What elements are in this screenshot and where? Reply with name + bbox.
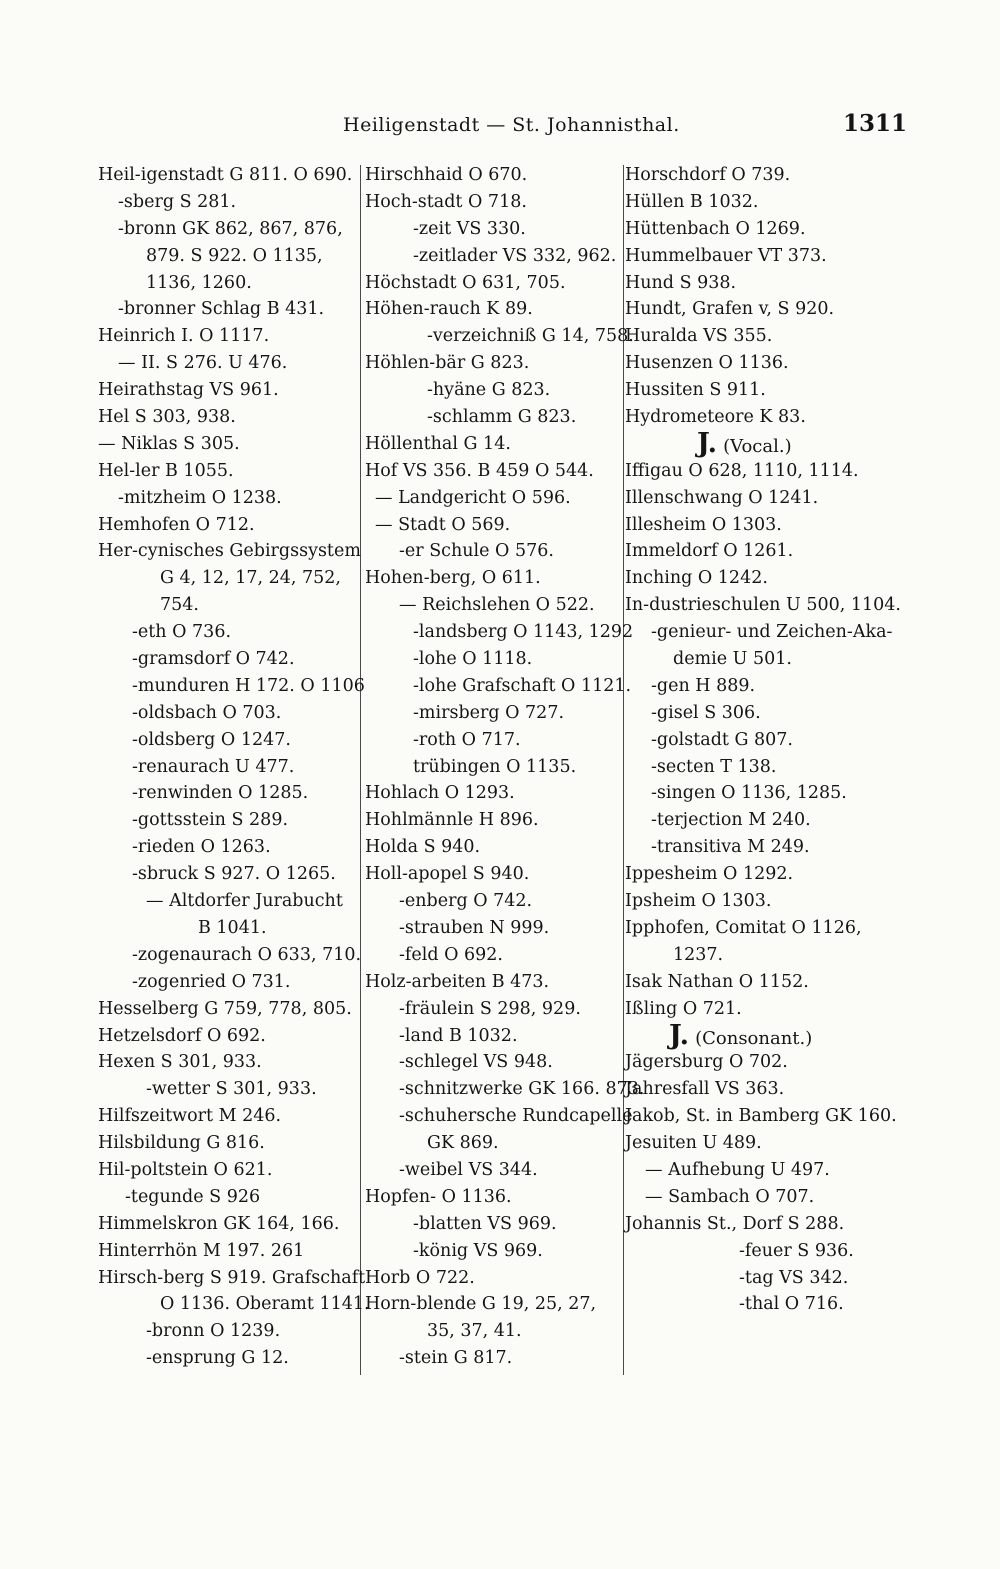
letter-heading	[625, 1019, 900, 1051]
section-label: (Vocal.)	[723, 435, 792, 457]
index-entry	[98, 243, 360, 270]
entry-text: -könig VS 969.	[413, 1240, 543, 1261]
entry-text: Jakob, St. in Bamberg GK 160.	[625, 1106, 897, 1127]
entry-text: Jägersburg O 702.	[625, 1052, 788, 1073]
index-entry	[365, 1157, 623, 1184]
index-entry	[365, 1345, 623, 1372]
index-entry	[98, 1184, 360, 1211]
index-entry	[365, 969, 623, 996]
entry-text: Hemhofen O 712.	[98, 514, 255, 535]
index-entry	[98, 727, 360, 754]
entry-text: Hohlach O 1293.	[365, 783, 515, 804]
entry-text: Himmelskron GK 164, 166.	[98, 1213, 340, 1234]
running-title: Heiligenstadt — St. Johannisthal.	[343, 114, 680, 136]
index-entry	[98, 458, 360, 485]
entry-text: Hilsbildung G 816.	[98, 1133, 265, 1154]
entry-text: Illesheim O 1303.	[625, 514, 782, 535]
index-entry	[625, 296, 900, 323]
entry-text: -schlamm G 823.	[427, 407, 577, 428]
entry-text: Jahresfall VS 363.	[625, 1079, 785, 1100]
index-entry	[365, 538, 623, 565]
entry-text: Hoch-stadt O 718.	[365, 191, 527, 212]
index-entry	[98, 780, 360, 807]
entry-text: Horb O 722.	[365, 1267, 475, 1288]
entry-text: -zogenaurach O 633, 710.	[132, 944, 362, 965]
entry-text: Hel S 303, 938.	[98, 407, 236, 428]
index-entry	[98, 1049, 360, 1076]
index-entry	[365, 296, 623, 323]
index-entry	[625, 538, 900, 565]
index-entry	[625, 700, 900, 727]
entry-text: -golstadt G 807.	[651, 729, 793, 750]
index-entry	[365, 323, 634, 350]
entry-text: Hohlmännle H 896.	[365, 810, 539, 831]
entry-text: Hydrometeore K 83.	[625, 407, 806, 428]
index-entry	[625, 807, 900, 834]
entry-text: -thal O 716.	[739, 1294, 844, 1315]
entry-text: -mitzheim O 1238.	[118, 487, 282, 508]
entry-text: -zeit VS 330.	[413, 218, 526, 239]
entry-text: Hil-poltstein O 621.	[98, 1159, 273, 1180]
entry-text: GK 869.	[427, 1133, 499, 1154]
entry-text: -gisel S 306.	[651, 702, 761, 723]
index-entry	[365, 646, 623, 673]
index-entry	[98, 888, 360, 915]
entry-text: Hirsch-berg S 919. Grafschaft	[98, 1267, 366, 1288]
index-entry	[98, 1238, 360, 1265]
index-entry	[98, 1103, 360, 1130]
index-entry	[365, 1318, 623, 1345]
index-entry	[625, 1265, 900, 1292]
index-entry	[98, 216, 360, 243]
index-entry	[98, 646, 360, 673]
entry-text: -transitiva M 249.	[651, 837, 810, 858]
index-entry	[365, 754, 623, 781]
index-entry	[365, 1184, 623, 1211]
index-entry	[98, 1076, 360, 1103]
entry-text: -gramsdorf O 742.	[132, 649, 295, 670]
entry-text: -bronn O 1239.	[146, 1321, 281, 1342]
index-entry	[365, 727, 623, 754]
index-entry	[625, 592, 900, 619]
entry-text: Hund S 938.	[625, 272, 737, 293]
entry-text: -rieden O 1263.	[132, 837, 271, 858]
index-entry	[625, 1076, 900, 1103]
index-entry	[98, 807, 360, 834]
index-entry	[98, 969, 360, 996]
entry-text: -blatten VS 969.	[413, 1213, 557, 1234]
entry-text: Horschdorf O 739.	[625, 165, 791, 185]
index-entry	[365, 404, 623, 431]
index-entry	[98, 1023, 360, 1050]
page-number: 1311	[843, 110, 908, 137]
index-entry	[98, 861, 360, 888]
index-entry	[365, 216, 623, 243]
index-entry	[625, 458, 900, 485]
entry-text: — Reichslehen O 522.	[399, 595, 595, 616]
index-entry	[98, 1318, 360, 1345]
entry-text: Hirschhaid O 670.	[365, 165, 528, 185]
entry-text: 754.	[160, 595, 199, 616]
index-entry	[625, 861, 900, 888]
entry-text: Hilfszeitwort M 246.	[98, 1106, 282, 1127]
index-entry	[365, 915, 623, 942]
entry-text: -sberg S 281.	[118, 191, 237, 212]
entry-text: -schlegel VS 948.	[399, 1052, 553, 1073]
entry-text: Ippesheim O 1292.	[625, 864, 794, 885]
entry-text: -renaurach U 477.	[132, 756, 295, 777]
index-entry	[365, 673, 632, 700]
index-entry	[98, 1265, 366, 1292]
index-entry	[625, 377, 900, 404]
entry-text: G 4, 12, 17, 24, 752,	[160, 568, 341, 589]
index-entry	[625, 780, 900, 807]
entry-text: Hundt, Grafen v, S 920.	[625, 299, 835, 320]
index-entry	[625, 754, 900, 781]
index-entry	[98, 538, 360, 565]
entry-text: — Stadt O 569.	[375, 514, 511, 535]
index-entry	[625, 673, 900, 700]
index-entry	[365, 1211, 623, 1238]
entry-text: Holl-apopel S 940.	[365, 864, 530, 885]
entry-text: Hüllen B 1032.	[625, 191, 759, 212]
entry-text: -oldsbach O 703.	[132, 702, 282, 723]
index-entry	[98, 1130, 360, 1157]
entry-text: Heil-igenstadt G 811. O 690.	[98, 165, 353, 185]
entry-text: In-dustrieschulen U 500, 1104.	[625, 595, 901, 616]
entry-text: Höllenthal G 14.	[365, 433, 511, 454]
entry-text: 879. S 922. O 1135,	[146, 245, 323, 266]
entry-text: -stein G 817.	[399, 1348, 513, 1369]
entry-text: Hohen-berg, O 611.	[365, 568, 541, 589]
entry-text: Hopfen- O 1136.	[365, 1186, 512, 1207]
entry-text: Husenzen O 1136.	[625, 353, 789, 374]
entry-text: — Landgericht O 596.	[375, 487, 571, 508]
index-entry	[365, 1291, 623, 1318]
index-entry	[365, 888, 623, 915]
entry-text: Her-cynisches Gebirgssystem	[98, 541, 361, 562]
index-entry	[625, 969, 900, 996]
entry-text: Hel-ler B 1055.	[98, 460, 234, 481]
index-entry	[98, 377, 360, 404]
index-entry	[98, 834, 360, 861]
index-entry	[625, 1049, 900, 1076]
entry-text: -enberg O 742.	[399, 891, 533, 912]
entry-text: -sbruck S 927. O 1265.	[132, 864, 336, 885]
index-entry	[98, 350, 360, 377]
index-entry	[98, 996, 360, 1023]
index-entry	[98, 619, 360, 646]
index-entry	[625, 1211, 900, 1238]
column-divider	[360, 165, 361, 1375]
entry-text: Höhlen-bär G 823.	[365, 353, 530, 374]
index-entry	[625, 942, 900, 969]
index-entry	[625, 646, 900, 673]
entry-text: Isak Nathan O 1152.	[625, 971, 809, 992]
entry-text: Holda S 940.	[365, 837, 481, 858]
index-entry	[365, 431, 623, 458]
entry-text: B 1041.	[198, 917, 267, 938]
page-header	[0, 110, 1000, 150]
index-entry	[365, 512, 623, 539]
index-entry	[365, 807, 623, 834]
index-entry	[365, 996, 623, 1023]
index-entry	[98, 296, 360, 323]
index-entry	[365, 1130, 623, 1157]
entry-text: Ipphofen, Comitat O 1126,	[625, 917, 862, 938]
index-entry	[98, 323, 360, 350]
entry-text: -roth O 717.	[413, 729, 521, 750]
index-entry	[365, 377, 623, 404]
entry-text: Heinrich I. O 1117.	[98, 326, 270, 347]
entry-text: Hussiten S 911.	[625, 380, 766, 401]
index-entry	[98, 404, 360, 431]
index-entry	[625, 350, 900, 377]
index-entry	[625, 1130, 900, 1157]
index-entry	[98, 431, 360, 458]
entry-text: -landsberg O 1143, 1292	[413, 622, 634, 643]
entry-text: -bronner Schlag B 431.	[118, 299, 325, 320]
index-entry	[365, 1049, 623, 1076]
entry-text: — Altdorfer Jurabucht	[146, 891, 343, 912]
index-entry	[625, 1238, 900, 1265]
index-entry	[98, 754, 360, 781]
entry-text: Hetzelsdorf O 692.	[98, 1025, 266, 1046]
entry-text: -zeitlader VS 332, 962.	[413, 245, 617, 266]
letter-heading	[625, 427, 900, 459]
entry-text: -singen O 1136, 1285.	[651, 783, 847, 804]
index-entry	[365, 780, 623, 807]
entry-text: demie U 501.	[673, 649, 792, 670]
index-entry	[365, 700, 623, 727]
entry-text: -feuer S 936.	[739, 1240, 854, 1261]
entry-text: Ipsheim O 1303.	[625, 891, 772, 912]
index-entry	[625, 565, 900, 592]
entry-text: — Aufhebung U 497.	[645, 1159, 830, 1180]
entry-text: -eth O 736.	[132, 622, 232, 643]
entry-text: -tegunde S 926	[125, 1186, 261, 1207]
index-entry	[365, 619, 634, 646]
section-letter: J.	[669, 1019, 690, 1051]
index-entry	[98, 512, 360, 539]
entry-text: -verzeichniß G 14, 758.	[427, 326, 634, 347]
entry-text: Hesselberg G 759, 778, 805.	[98, 998, 352, 1019]
entry-text: Johannis St., Dorf S 288.	[625, 1213, 845, 1234]
index-column-1	[98, 162, 370, 1372]
entry-text: Iffigau O 628, 1110, 1114.	[625, 460, 859, 481]
entry-text: -bronn GK 862, 867, 876,	[118, 218, 343, 239]
index-entry	[625, 727, 900, 754]
entry-text: 1136, 1260.	[146, 272, 252, 293]
index-entry	[365, 1023, 623, 1050]
index-entry	[365, 1076, 645, 1103]
entry-text: Heirathstag VS 961.	[98, 380, 279, 401]
entry-text: -oldsberg O 1247.	[132, 729, 291, 750]
index-entry	[98, 270, 360, 297]
index-entry	[98, 1157, 360, 1184]
entry-text: Holz-arbeiten B 473.	[365, 971, 550, 992]
entry-text: -munduren H 172. O 1106	[132, 675, 365, 696]
index-entry	[365, 458, 623, 485]
index-entry	[625, 996, 900, 1023]
index-entry	[625, 1291, 900, 1318]
index-entry	[625, 189, 900, 216]
index-entry	[365, 485, 623, 512]
entry-text: -er Schule O 576.	[399, 541, 554, 562]
index-entry	[625, 485, 900, 512]
index-entry	[365, 565, 623, 592]
index-entry	[98, 1211, 360, 1238]
entry-text: -gottsstein S 289.	[132, 810, 289, 831]
index-entry	[625, 1103, 900, 1130]
entry-text: -genieur- und Zeichen-Aka-	[651, 622, 893, 643]
index-entry	[625, 1157, 900, 1184]
index-entry	[98, 915, 360, 942]
index-entry	[365, 1265, 623, 1292]
index-entry	[365, 1238, 623, 1265]
entry-text: -zogenried O 731.	[132, 971, 291, 992]
entry-text: Jesuiten U 489.	[625, 1133, 762, 1154]
entry-text: Horn-blende G 19, 25, 27,	[365, 1294, 597, 1315]
index-entry	[98, 162, 360, 189]
entry-text: 35, 37, 41.	[427, 1321, 522, 1342]
index-entry	[365, 350, 623, 377]
entry-text: Inching O 1242.	[625, 568, 768, 589]
entry-text: -fräulein S 298, 929.	[399, 998, 581, 1019]
index-entry	[625, 619, 900, 646]
index-entry	[625, 1184, 900, 1211]
entry-text: — Niklas S 305.	[98, 433, 240, 454]
index-entry	[98, 189, 360, 216]
index-entry	[625, 888, 900, 915]
entry-text: Hummelbauer VT 373.	[625, 245, 827, 266]
entry-text: -lohe O 1118.	[413, 649, 533, 670]
entry-text: -lohe Grafschaft O 1121.	[413, 675, 632, 696]
entry-text: Huralda VS 355.	[625, 326, 773, 347]
section-label: (Consonant.)	[695, 1027, 813, 1049]
index-entry	[98, 565, 360, 592]
entry-text: -gen H 889.	[651, 675, 756, 696]
index-entry	[625, 834, 900, 861]
index-entry	[365, 592, 623, 619]
entry-text: -ensprung G 12.	[146, 1348, 289, 1369]
entry-text: -land B 1032.	[399, 1025, 518, 1046]
index-entry	[625, 243, 900, 270]
entry-text: -strauben N 999.	[399, 917, 550, 938]
entry-text: -wetter S 301, 933.	[146, 1079, 317, 1100]
index-entry	[625, 270, 900, 297]
entry-text: -weibel VS 344.	[399, 1159, 538, 1180]
index-entry	[98, 673, 365, 700]
index-entry	[625, 915, 900, 942]
index-entry	[365, 1103, 633, 1130]
index-entry	[98, 485, 360, 512]
entry-text: Hof VS 356. B 459 O 544.	[365, 460, 594, 481]
index-entry	[365, 189, 623, 216]
entry-text: Hinterrhön M 197. 261	[98, 1240, 305, 1261]
entry-text: -schuhersche Rundcapelle	[399, 1106, 633, 1127]
entry-text: -hyäne G 823.	[427, 380, 551, 401]
index-entry	[365, 861, 623, 888]
index-entry	[625, 216, 900, 243]
index-entry	[625, 404, 900, 431]
entry-text: O 1136. Oberamt 1141.	[160, 1294, 370, 1315]
index-column-2	[365, 162, 645, 1372]
section-letter: J.	[697, 427, 718, 459]
entry-text: Hexen S 301, 933.	[98, 1052, 262, 1073]
index-entry	[98, 1291, 370, 1318]
index-column-3	[625, 162, 900, 1318]
entry-text: — Sambach O 707.	[645, 1186, 815, 1207]
entry-text: -mirsberg O 727.	[413, 702, 565, 723]
entry-text: — II. S 276. U 476.	[118, 353, 288, 374]
entry-text: -tag VS 342.	[739, 1267, 849, 1288]
entry-text: trübingen O 1135.	[413, 756, 577, 777]
index-entry	[98, 1345, 360, 1372]
entry-text: Immeldorf O 1261.	[625, 541, 794, 562]
index-entry	[98, 592, 360, 619]
entry-text: -terjection M 240.	[651, 810, 811, 831]
index-entry	[365, 243, 623, 270]
index-entry	[365, 834, 623, 861]
index-entry	[365, 270, 623, 297]
entry-text: Höhen-rauch K 89.	[365, 299, 533, 320]
entry-text: -secten T 138.	[651, 756, 777, 777]
entry-text: -feld O 692.	[399, 944, 503, 965]
entry-text: -renwinden O 1285.	[132, 783, 309, 804]
index-entry	[625, 512, 900, 539]
entry-text: Höchstadt O 631, 705.	[365, 272, 566, 293]
index-entry	[98, 942, 360, 969]
entry-text: Illenschwang O 1241.	[625, 487, 819, 508]
index-entry	[365, 942, 623, 969]
index-entry	[625, 323, 900, 350]
entry-text: Hüttenbach O 1269.	[625, 218, 806, 239]
entry-text: -schnitzwerke GK 166. 873.	[399, 1079, 645, 1100]
index-entry	[625, 162, 900, 189]
index-entry	[365, 162, 623, 189]
index-entry	[98, 700, 360, 727]
entry-text: Ißling O 721.	[625, 998, 742, 1019]
entry-text: 1237.	[673, 944, 724, 965]
